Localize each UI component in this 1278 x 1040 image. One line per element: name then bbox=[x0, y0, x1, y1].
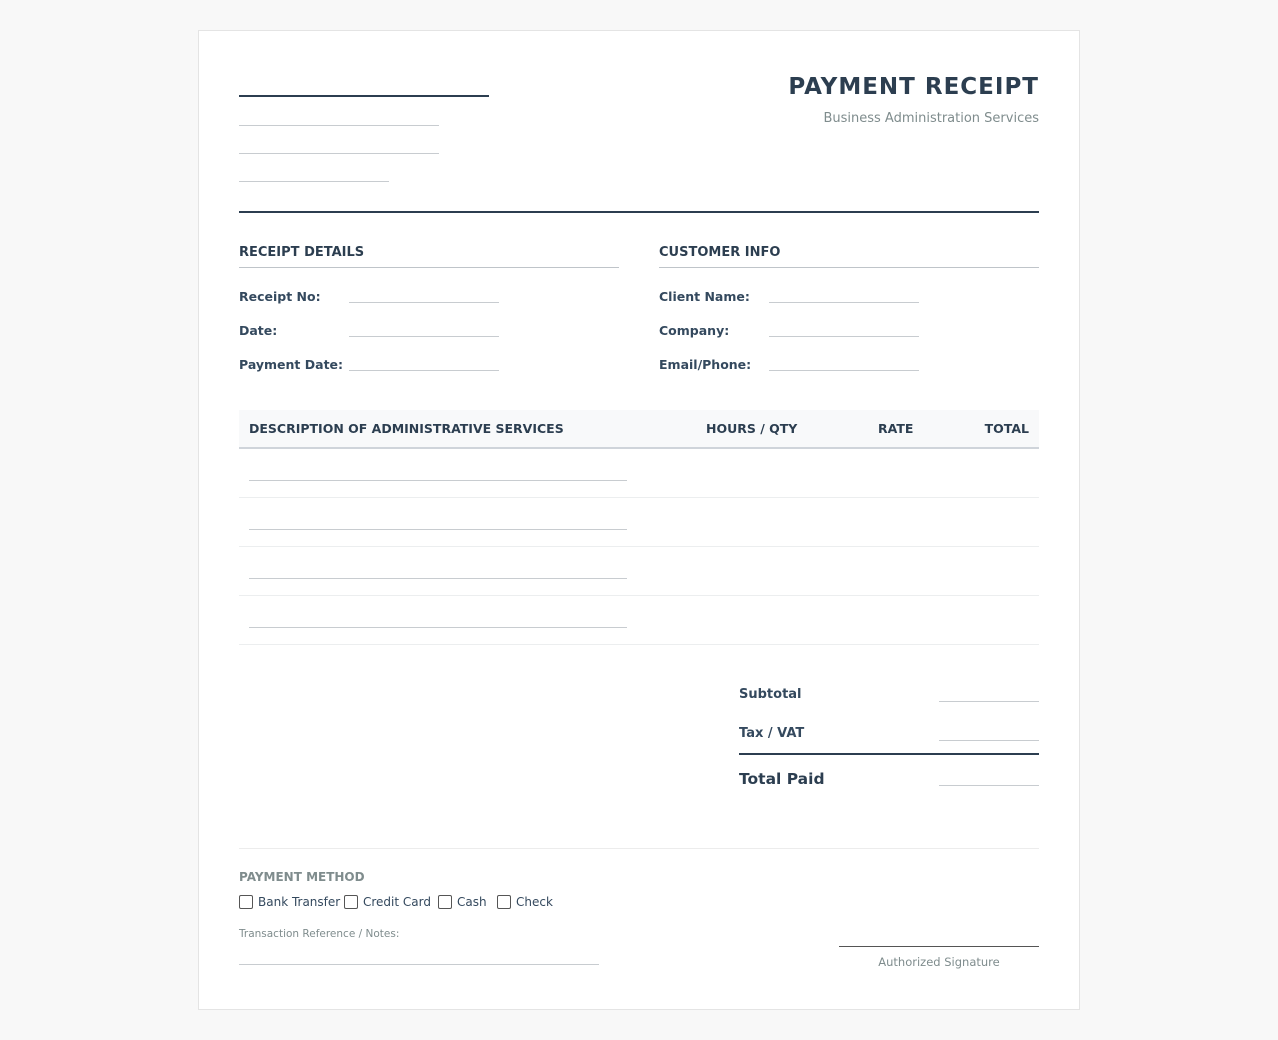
header-divider bbox=[239, 211, 1039, 213]
receipt-no-label: Receipt No: bbox=[239, 289, 321, 304]
page-title: PAYMENT RECEIPT bbox=[788, 74, 1039, 100]
option-check[interactable] bbox=[497, 895, 553, 909]
subtotal-field[interactable] bbox=[939, 701, 1039, 702]
payment-method-heading: PAYMENT METHOD bbox=[239, 870, 365, 884]
col-hours-qty: HOURS / QTY bbox=[706, 421, 798, 436]
date-label: Date: bbox=[239, 323, 278, 338]
table-row bbox=[239, 644, 1039, 645]
company-label: Company: bbox=[659, 323, 730, 338]
credit-card-label: Credit Card bbox=[363, 895, 431, 909]
company-name-line[interactable] bbox=[239, 95, 489, 97]
company-address-line-2[interactable] bbox=[239, 153, 439, 154]
company-contact-line[interactable] bbox=[239, 181, 389, 182]
option-credit-card[interactable] bbox=[344, 895, 431, 909]
col-description: DESCRIPTION OF ADMINISTRATIVE SERVICES bbox=[249, 421, 564, 436]
table-row bbox=[239, 497, 1039, 498]
transaction-notes-field[interactable] bbox=[239, 964, 599, 965]
email-phone-field[interactable] bbox=[769, 370, 919, 371]
email-phone-label: Email/Phone: bbox=[659, 357, 752, 372]
receipt-no-field[interactable] bbox=[349, 302, 499, 303]
col-rate: RATE bbox=[878, 421, 914, 436]
cash-checkbox[interactable] bbox=[438, 895, 452, 909]
total-paid-field[interactable] bbox=[939, 785, 1039, 786]
receipt-details-underline bbox=[239, 267, 619, 268]
table-row-description-field[interactable] bbox=[249, 578, 627, 579]
signature-label: Authorized Signature bbox=[878, 955, 1000, 969]
table-row-description-field[interactable] bbox=[249, 529, 627, 530]
page-subtitle: Business Administration Services bbox=[823, 111, 1039, 126]
table-row-description-field[interactable] bbox=[249, 627, 627, 628]
bank-transfer-checkbox[interactable] bbox=[239, 895, 253, 909]
payment-date-field[interactable] bbox=[349, 370, 499, 371]
tax-field[interactable] bbox=[939, 740, 1039, 741]
table-row bbox=[239, 546, 1039, 547]
total-paid-label: Total Paid bbox=[739, 770, 825, 788]
totals-divider bbox=[739, 753, 1039, 755]
cash-label: Cash bbox=[457, 895, 487, 909]
customer-info-underline bbox=[659, 267, 1039, 268]
transaction-notes-label: Transaction Reference / Notes: bbox=[239, 928, 400, 940]
date-field[interactable] bbox=[349, 336, 499, 337]
client-name-label: Client Name: bbox=[659, 289, 750, 304]
credit-card-checkbox[interactable] bbox=[344, 895, 358, 909]
subtotal-label: Subtotal bbox=[739, 687, 802, 702]
footer-divider bbox=[239, 848, 1039, 849]
check-label: Check bbox=[516, 895, 553, 909]
client-name-field[interactable] bbox=[769, 302, 919, 303]
table-row bbox=[239, 595, 1039, 596]
signature-line[interactable] bbox=[839, 946, 1039, 947]
receipt-details-heading: RECEIPT DETAILS bbox=[239, 245, 365, 260]
payment-date-label: Payment Date: bbox=[239, 357, 344, 372]
col-total: TOTAL bbox=[984, 421, 1029, 436]
company-field[interactable] bbox=[769, 336, 919, 337]
company-address-line-1[interactable] bbox=[239, 125, 439, 126]
customer-info-heading: CUSTOMER INFO bbox=[659, 245, 781, 260]
bank-transfer-label: Bank Transfer bbox=[258, 895, 341, 909]
table-row-description-field[interactable] bbox=[249, 480, 627, 481]
services-table-header bbox=[239, 410, 1039, 449]
check-checkbox[interactable] bbox=[497, 895, 511, 909]
receipt-page bbox=[198, 30, 1080, 1010]
option-bank-transfer[interactable] bbox=[239, 895, 340, 909]
tax-label: Tax / VAT bbox=[739, 726, 805, 741]
option-cash[interactable] bbox=[438, 895, 487, 909]
